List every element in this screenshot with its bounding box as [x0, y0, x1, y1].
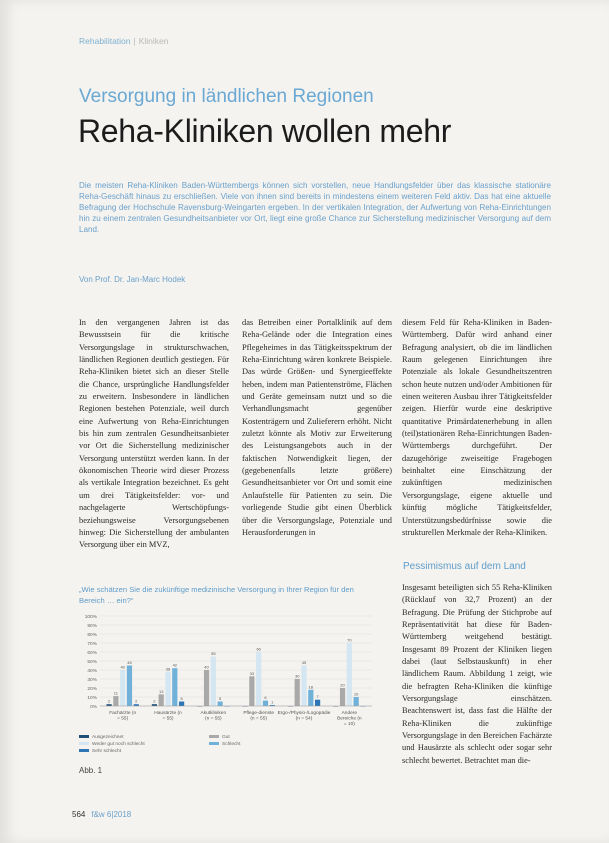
y-tick-label: 20% — [87, 686, 97, 692]
running-head — [79, 36, 169, 46]
x-tick-label: (n = 55) — [250, 716, 268, 722]
section-subhead: Pessimismus auf dem Land — [403, 561, 526, 572]
legend-swatch — [209, 742, 219, 745]
article-kicker: Versorgung in ländlichen Regionen — [79, 86, 374, 107]
bar-data-label: 40 — [204, 664, 209, 670]
x-tick-label: = 55) — [117, 716, 129, 722]
bar-data-label: 2 — [135, 698, 138, 704]
body-column-1: In den vergangenen Jahren ist das Bewusstsein für die kritische Versorgungslage in strukturschwachen, ländlichen Regionen deutlich gestiegen. Für Reha-Kliniken bietet sich an dieser Stelle die Chance, ursprüngliche Handlungsfelder zu erweitern. Insbesondere in ländlichen Regionen bestehen Potenziale, weil durch eine Aufwertung von Reha-Einrichtungen bis hin zum zentralen Gesundheitsanbieter vor Ort die Sicherstellung medizinischer Versorgung unterstützt werden kann. In der ökonomischen Theorie wird dieser Prozess als vertikale Integration bezeichnet. Es geht um drei Tätigkeitsfelder: vor- und nachgelagerte Wertschöpfungs- beziehungsweise Versorgungsebenen hinweg: Die Sicherstellung der ambulanten Versorgung über ein MVZ, — [79, 318, 229, 550]
article-author: Von Prof. Dr. Jan-Marc Hodek — [79, 275, 186, 284]
y-tick-label: 0% — [90, 704, 97, 710]
bar-data-label: 40 — [120, 664, 125, 670]
x-tick-label: Andere — [341, 711, 358, 716]
legend-label: Sehr schlecht — [92, 749, 122, 754]
chart-bar — [218, 702, 223, 707]
body-column-2: das Betreiben einer Portalklinik auf dem Reha-Gelände oder die Integration eines Pflegeheimes in das Tätigkeitsspektrum der Reha-Einrichtung wären konkrete Beispiele. Das würde Größen- und Synergieeffekte heben, indem man Patientenströme, Flächen und Geräte gemeinsam nutzt und so die Verhandlungsmacht gegenüber Kostenträgern und Zulieferern erhöht. Nicht zuletzt könnte als Motiv zur Erweiterung des Leistungsangebots auch in der faktischen Notwendigkeit liegen, der (gegebenenfalls letzte größere) Gesundheitsanbieter vor Ort und somit eine Anlaufstelle für Patienten zu sein. Die vorliegende Studie gibt einen Überblick über die Versorgungslage, Potenziale und Herausforderungen in — [242, 318, 392, 537]
chart-bar — [256, 652, 261, 706]
bar-data-label: 55 — [211, 651, 216, 656]
article-lead: Die meisten Reha-Kliniken Baden-Württembergs können sich vorstellen, neue Handlungsfelder über das klassische stationäre Reha-Geschäft hinaus zu erschließen. Viele von ihnen sind bereits in mindestens einem weiteren Feld aktiv. Das hat eine aktuelle Befragung der Hochschule Ravensburg-Weingarten ergeben. In der vertikalen Integration, der Aufwertung von Reha-Einrichtungen hin zu einem zentralen Gesundheitsanbieter vor Ort, liegt eine große Chance zur Sicherstellung medizinischer Versorgung auf dem Land. — [79, 181, 551, 235]
chart-bar — [308, 690, 313, 706]
x-tick-label: = 55) — [162, 716, 174, 722]
chart-bar — [295, 679, 300, 706]
page-number: 564 — [72, 810, 86, 819]
y-tick-label: 40% — [87, 668, 97, 674]
running-head-subsection: Kliniken — [138, 36, 169, 46]
x-tick-label: Ergo-/Physio-/Logopädie — [277, 711, 331, 716]
bar-data-label: 1 — [271, 699, 274, 705]
bar-data-label: 70 — [347, 637, 352, 643]
legend-label: Ausgezeichnet — [92, 735, 124, 740]
bar-data-label: 6 — [264, 695, 267, 701]
bar-data-label: 11 — [113, 690, 118, 696]
x-tick-label: = 10) — [343, 722, 355, 727]
chart-bar — [354, 697, 359, 706]
x-tick-label: (n = 54) — [295, 716, 313, 722]
chart-bar — [120, 670, 125, 706]
chart-bar — [315, 700, 320, 706]
chart-bar — [263, 701, 268, 706]
x-tick-label: Akutkliniken — [200, 711, 227, 716]
legend-swatch — [79, 735, 89, 738]
legend-item — [79, 742, 145, 747]
bar-data-label: 13 — [158, 688, 164, 694]
bar-data-label: 38 — [165, 666, 171, 672]
publication-name: f&w 6|2018 — [91, 810, 132, 819]
bar-data-label: 7 — [316, 694, 319, 700]
bar-data-label: 42 — [172, 662, 178, 668]
page-footer — [72, 810, 131, 819]
y-tick-label: 50% — [87, 659, 97, 665]
chart-question: „Wie schätzen Sie die zukünftige medizinische Versorgung in Ihrer Region für den Bereich … ein?“ — [79, 585, 354, 605]
y-tick-label: 70% — [87, 641, 97, 647]
body-column-3: diesem Feld für Reha-Kliniken in Baden-Württemberg. Dafür wird anhand einer Befragung analysiert, ob die im ländlichen Raum gelegenen Einrichtungen ihre Potenziale als lokale Gesundheitszentren schon heute nutzen und/oder Ambitionen für einen weiteren Ausbau ihrer Tätigkeitsfelder zeigen. Hierfür wurde eine deskriptive quantitative Primärdatenerhebung in allen (teil)stationären Reha-Einrichtungen Baden-Württembergs durchgeführt. Der dazugehörige zweiseitige Fragebogen beinhaltet eine Einschätzung der zukünftigen medizinischen Versorgungslage, eigene aktuelle und künftig mögliche Tätigkeitsfelder, Unterstützungsbedürfnisse sowie die strukturellen Merkmale der Reha-Kliniken. — [402, 318, 552, 537]
legend-swatch — [209, 735, 219, 738]
x-tick-label: Fachärzte (n — [109, 711, 137, 716]
x-tick-label: Hausärzte (n — [154, 711, 182, 716]
legend-item — [209, 735, 230, 740]
chart-bar — [165, 672, 170, 706]
bar-data-label: 45 — [127, 660, 132, 665]
x-tick-label: Bereiche (n — [337, 716, 362, 722]
chart-bar — [347, 643, 352, 706]
legend-swatch — [79, 749, 89, 752]
legend-label: Schlecht — [222, 742, 241, 747]
y-tick-label: 60% — [87, 650, 97, 656]
chart-bar — [159, 694, 164, 706]
bar-data-label: 60 — [256, 646, 261, 652]
bar-data-label: 33 — [249, 670, 255, 676]
bar-data-label: 20 — [340, 682, 345, 688]
bar-data-label: 18 — [308, 684, 314, 690]
running-head-separator: | — [133, 36, 136, 46]
bar-data-label: 5 — [219, 696, 222, 701]
bar-data-label: 45 — [301, 660, 307, 665]
chart-bar — [249, 676, 254, 706]
y-tick-label: 90% — [87, 623, 97, 629]
y-tick-label: 10% — [87, 695, 97, 701]
chart-bar — [211, 657, 216, 707]
legend-item — [79, 735, 123, 740]
legend-item — [209, 742, 240, 747]
y-tick-label: 80% — [87, 632, 97, 638]
y-tick-label: 100% — [84, 614, 97, 620]
bar-data-label: 5 — [180, 696, 183, 701]
chart-bar — [172, 668, 177, 706]
chart-bar — [113, 696, 118, 706]
article-title: Reha-Kliniken wollen mehr — [78, 113, 452, 149]
body-column-3-continued: Insgesamt beteiligten sich 55 Reha-Kliniken (Rücklauf von 32,7 Prozent) an der Befragung. Die Prüfung der Stichprobe auf Repräsentativität hat diese für Baden-Württemberg weitgehend bestätigt. Insgesamt 89 Prozent der Kliniken liegen dabei (laut Selbstauskunft) in eher ländlichem Raum. Abbildung 1 zeigt, wie die befragten Reha-Kliniken die künftige Versorgungslage einschätzen. Beachtenswert ist, dass fast die Hälfte der Reha-Kliniken die zukünftige Versorgungslage in den Bereichen Fachärzte und Hausärzte als schlecht oder sogar sehr schlecht bewertet. Betrachtet man die- — [402, 583, 552, 765]
x-tick-label: Pflege-dienste — [243, 711, 275, 716]
chart-bar — [127, 666, 132, 707]
bar-data-label: 30 — [294, 673, 300, 679]
legend-label: Weder gut noch schlecht — [92, 742, 145, 747]
x-tick-label: (n = 55) — [204, 716, 222, 722]
legend-swatch — [79, 742, 89, 745]
chart-bar — [204, 670, 209, 706]
chart-bar — [340, 688, 345, 706]
bar-data-label: 2 — [107, 698, 111, 704]
bar-data-label: 10 — [353, 691, 359, 697]
running-head-section: Rehabilitation — [79, 36, 131, 46]
y-tick-label: 30% — [87, 677, 97, 683]
legend-label: Gut — [222, 735, 230, 740]
chart-bar — [179, 702, 184, 707]
figure-label: Abb. 1 — [79, 766, 103, 775]
bar-data-label: 2 — [153, 698, 156, 704]
legend-item — [79, 749, 121, 754]
chart-bar — [301, 666, 306, 707]
